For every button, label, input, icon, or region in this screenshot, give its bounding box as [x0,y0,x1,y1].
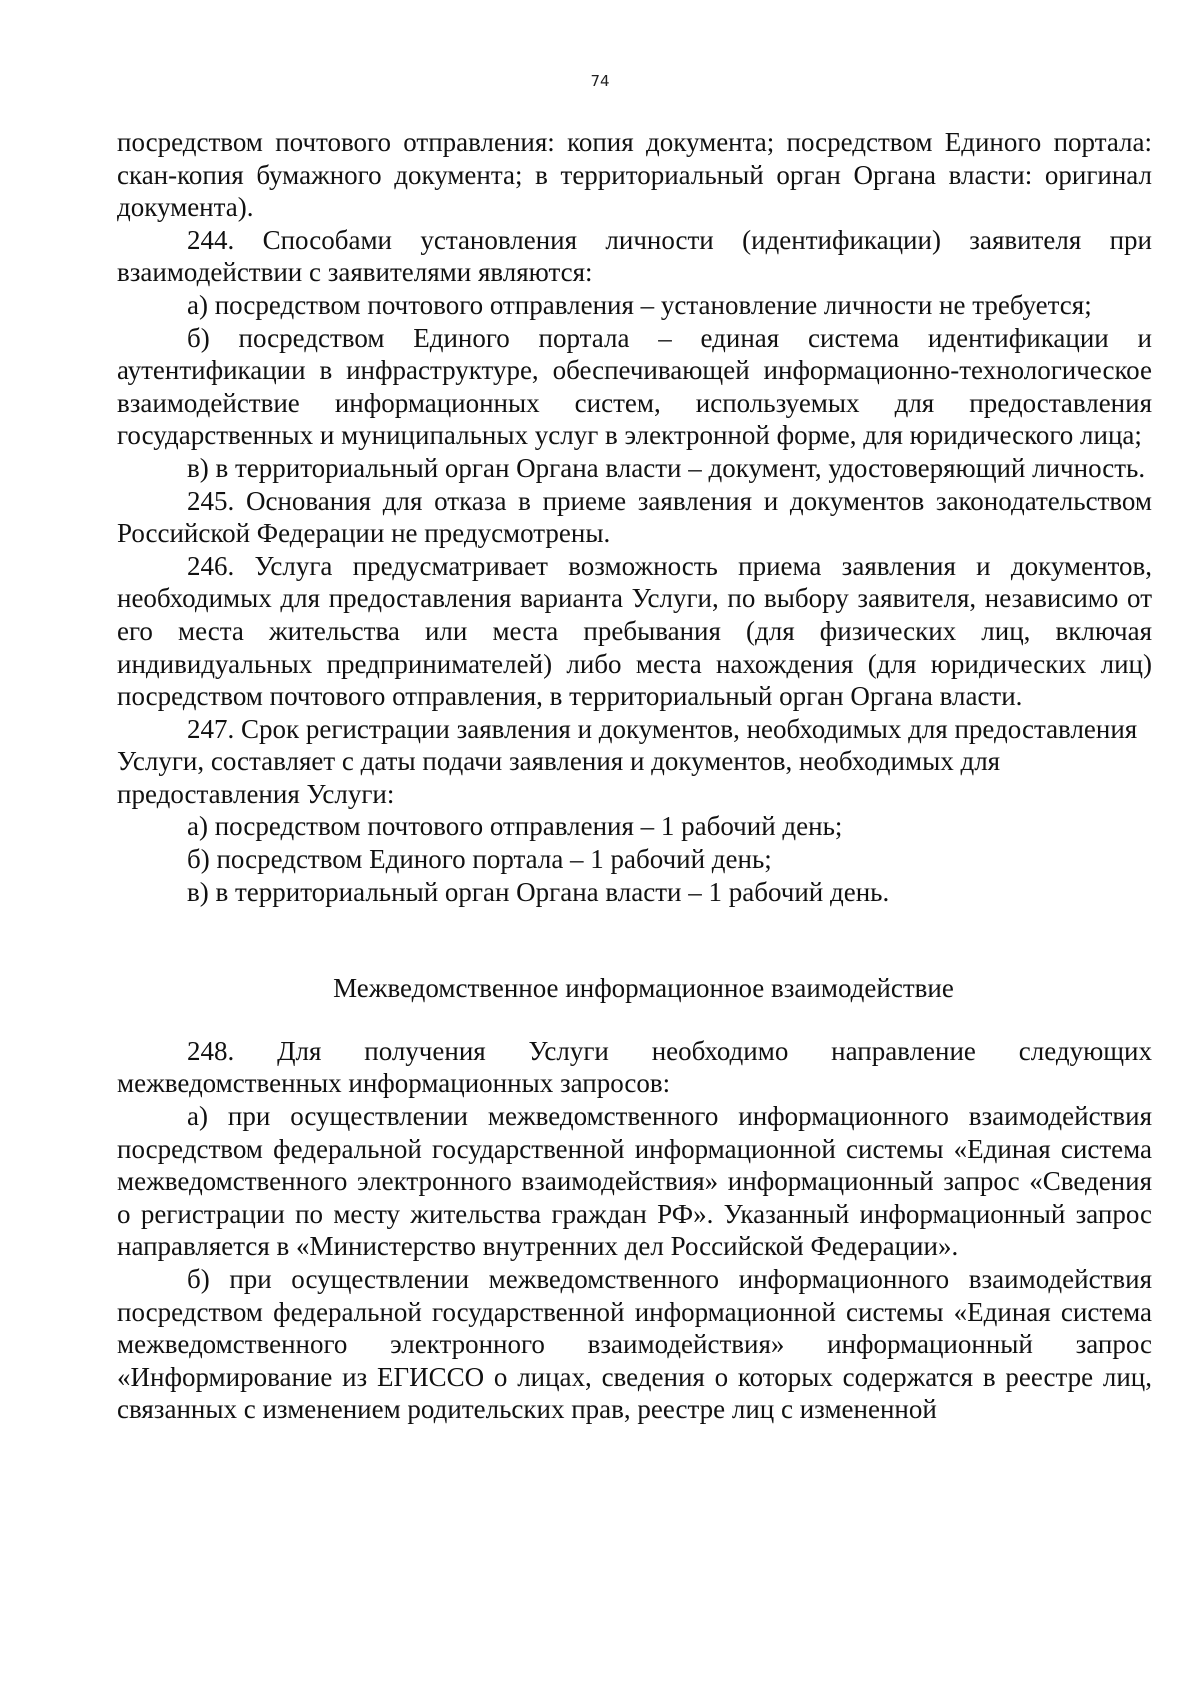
paragraph-248: 248. Для получения Услуги необходимо направление следующих межведомственных информационных запросов: [117,1035,1152,1099]
paragraph-244: 244. Способами установления личности (идентификации) заявителя при взаимодействии с заявителями являются: [117,224,1152,288]
paragraph-continuation: посредством почтового отправления: копия документа; посредством Единого портала: скан-копия бумажного документа; в территориальный орган Органа власти: оригинал документа). [117,127,1152,223]
paragraph-246: 246. Услуга предусматривает возможность приема заявления и документов, необходимых для предоставления варианта Услуги, по выбору заявителя, независимо от его места жительства или места пребывания (для физических лиц, включая индивидуальных предпринимателей) либо места нахождения (для юридических лиц) посредством почтового отправления, в территориальный орган Органа власти. [117,550,1152,712]
list-item-247-a: а) посредством почтового отправления – 1 рабочий день; [187,811,843,842]
list-item-248-b: б) при осуществлении межведомственного информационного взаимодействия посредством федеральной государственной информационной системы «Единая система межведомственного электронного взаимодействия» информационный запрос «Информирование из ЕГИССО о лицах, сведения о которых содержатся в реестре лиц, связанных с изменением родительских прав, реестре лиц с измененной [117,1264,1152,1425]
list-item-244-v: в) в территориальный орган Органа власти – документ, удостоверяющий личность. [187,452,1146,483]
list-item-244-a: а) посредством почтового отправления – установление личности не требуется; [187,289,1092,320]
section-heading: Межведомственное информационное взаимодействие [333,973,954,1004]
list-item-247-b: б) посредством Единого портала – 1 рабочий день; [187,844,772,875]
list-item-247-v: в) в территориальный орган Органа власти – 1 рабочий день. [187,876,890,907]
paragraph-247: 247. Срок регистрации заявления и документов, необходимых для предоставления Услуги, составляет с даты подачи заявления и документов, необходимых для предоставления Услуги: [117,713,1138,809]
page-number: 74 [590,72,610,90]
list-item-248-a: а) при осуществлении межведомственного информационного взаимодействия посредством федеральной государственной информационной системы «Единая система межведомственного электронного взаимодействия» информационный запрос «Сведения о регистрации по месту жительства граждан РФ». Указанный информационный запрос направляется в «Министерство внутренних дел Российской Федерации». [117,1101,1152,1262]
list-item-244-b: б) посредством Единого портала – единая система идентификации и аутентификации в инфраструктуре, обеспечивающей информационно-технологическое взаимодействие информационных систем, используемых для предоставления государственных и муниципальных услуг в электронной форме, для юридического лица; [117,322,1152,451]
paragraph-245: 245. Основания для отказа в приеме заявления и документов законодательством Российской Федерации не предусмотрены. [117,485,1152,549]
document-body [117,126,1152,1426]
